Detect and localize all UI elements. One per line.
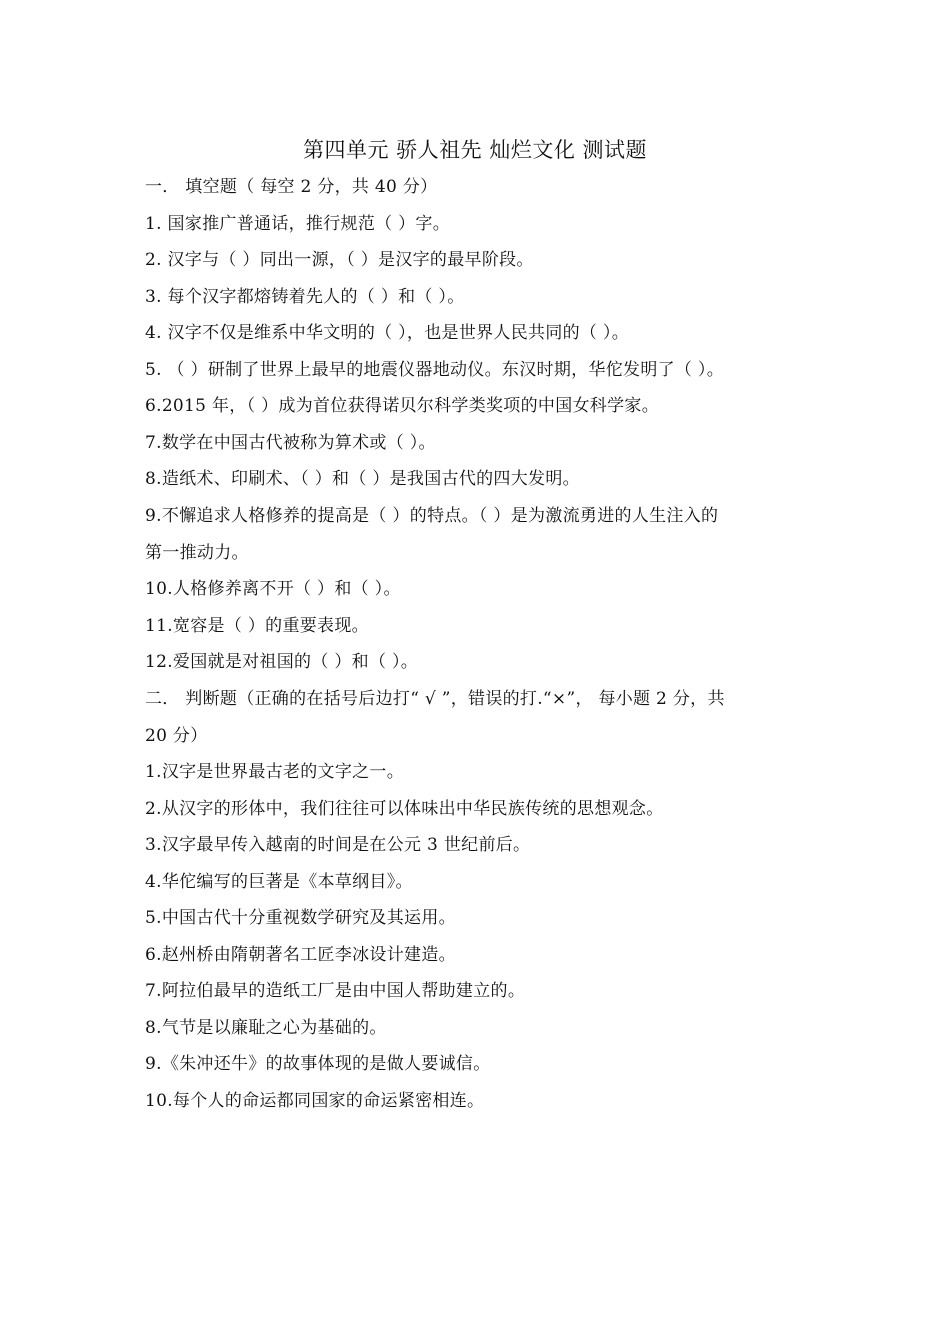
question-item: 5. （ ）研制了世界上最早的地震仪器地动仪。东汉时期，华佗发明了（ ）。 <box>145 360 725 380</box>
question-item: 3. 每个汉字都熔铸着先人的（ ）和（ ）。 <box>145 287 465 307</box>
question-item: 12.爱国就是对祖国的（ ）和（ ）。 <box>145 652 419 672</box>
section-heading-fill-blank: 一． 填空题（ 每空 2 分，共 40 分） <box>145 177 438 197</box>
judgment-item: 7.阿拉伯最早的造纸工厂是由中国人帮助建立的。 <box>145 981 526 1001</box>
judgment-item: 2.从汉字的形体中，我们往往可以体味出中华民族传统的思想观念。 <box>145 799 664 819</box>
question-item: 9.不懈追求人格修养的提高是（ ）的特点。（ ）是为激流勇进的人生注入的 <box>145 506 719 526</box>
question-item: 11.宽容是（ ）的重要表现。 <box>145 616 369 636</box>
question-item-continuation: 第一推动力。 <box>145 543 249 563</box>
judgment-item: 6.赵州桥由隋朝著名工匠李冰设计建造。 <box>145 945 456 965</box>
question-item: 8.造纸术、印刷术、（ ）和（ ）是我国古代的四大发明。 <box>145 469 580 489</box>
judgment-item: 1.汉字是世界最古老的文字之一。 <box>145 762 405 782</box>
judgment-item: 8.气节是以廉耻之心为基础的。 <box>145 1018 387 1038</box>
question-item: 1. 国家推广普通话，推行规范（ ）字。 <box>145 214 451 234</box>
question-item: 10.人格修养离不开（ ）和（ ）。 <box>145 579 401 599</box>
judgment-item: 9.《朱冲还牛》的故事体现的是做人要诚信。 <box>145 1054 491 1074</box>
judgment-item: 5.中国古代十分重视数学研究及其运用。 <box>145 908 456 928</box>
judgment-item: 3.汉字最早传入越南的时间是在公元 3 世纪前后。 <box>145 835 531 855</box>
section-heading-true-false-continuation: 20 分） <box>145 726 208 746</box>
question-item: 6.2015 年，（ ）成为首位获得诺贝尔科学类奖项的中国女科学家。 <box>145 396 659 416</box>
question-item: 7.数学在中国古代被称为算术或（ ）。 <box>145 433 436 453</box>
page-title: 第四单元 骄人祖先 灿烂文化 测试题 <box>302 138 648 162</box>
section-heading-true-false: 二． 判断题（正确的在括号后边打“ √ ”，错误的打.“×”， 每小题 2 分，共 <box>145 689 725 709</box>
question-item: 4. 汉字不仅是维系中华文明的（ ），也是世界人民共同的（ ）。 <box>145 323 630 343</box>
question-item: 2. 汉字与（ ）同出一源，（ ）是汉字的最早阶段。 <box>145 250 534 270</box>
judgment-item: 4.华佗编写的巨著是《本草纲目》。 <box>145 872 413 892</box>
judgment-item: 10.每个人的命运都同国家的命运紧密相连。 <box>145 1091 485 1111</box>
